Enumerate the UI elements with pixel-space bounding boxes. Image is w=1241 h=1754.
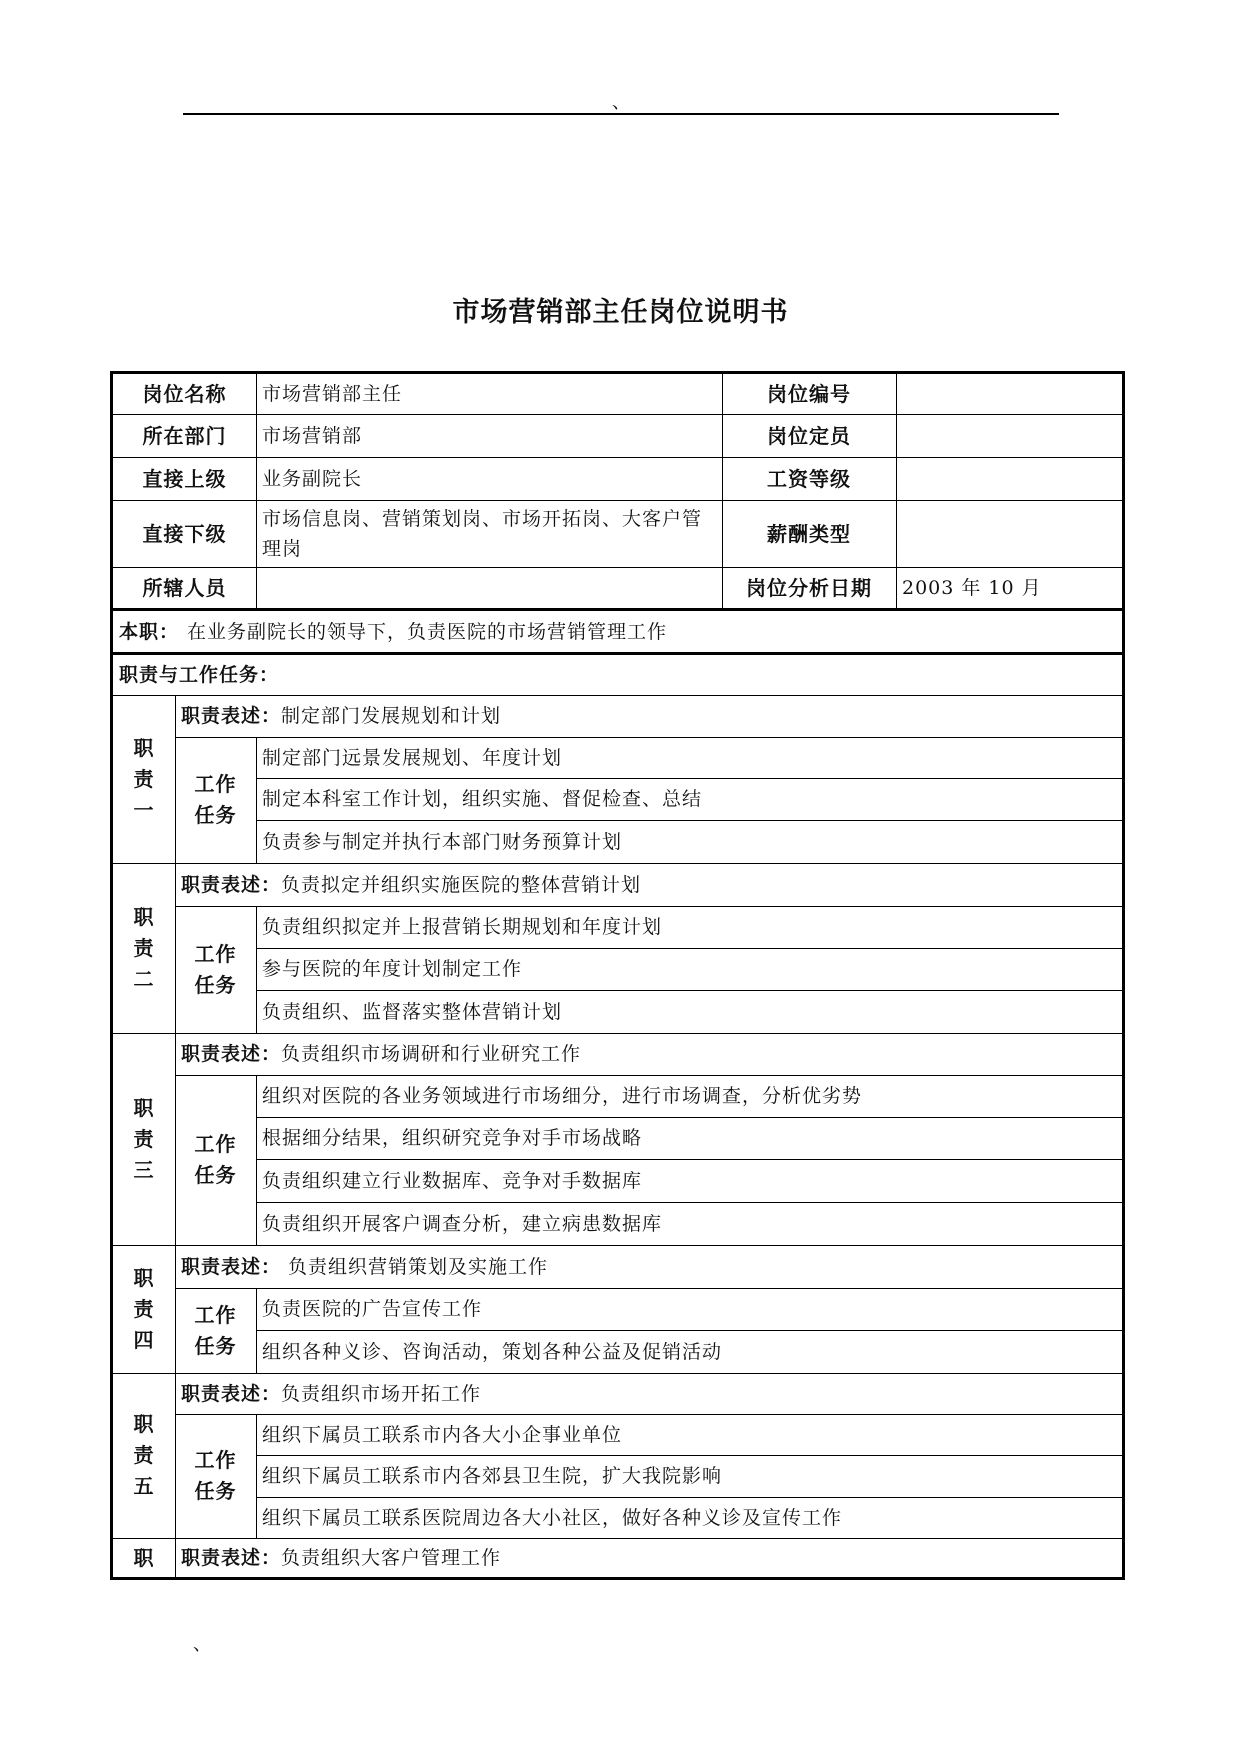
salary-grade-label: 工资等级 <box>767 466 851 491</box>
duty-2-task-label: 工作 任务 <box>194 941 237 997</box>
duty-1-label: 职 责 一 <box>133 735 155 822</box>
document-title: 市场营销部主任岗位说明书 <box>452 297 789 328</box>
duty-2-label: 职 责 二 <box>133 904 155 991</box>
duty-3-task-1: 组织对医院的各业务领域进行市场细分，进行市场调查，分析优劣势 <box>262 1085 863 1107</box>
superior-label: 直接上级 <box>142 466 227 491</box>
duty-5-task-3: 组织下属员工联系医院周边各大小社区，做好各种义诊及宣传工作 <box>262 1506 843 1529</box>
duty-5-task-1: 组织下属员工联系市内各大小企事业单位 <box>262 1423 623 1446</box>
duty-3-task-label: 工作 任务 <box>194 1132 237 1187</box>
duty-1-task-1: 制定部门远景发展规划、年度计划 <box>262 746 563 769</box>
duty-2-task-2: 参与医院的年度计划制定工作 <box>262 958 523 980</box>
duty-3-label: 职 责 三 <box>133 1095 155 1182</box>
analysis-date-label: 岗位分析日期 <box>746 575 872 600</box>
summary-row <box>113 611 1122 653</box>
position-name-label: 岗位名称 <box>142 382 227 406</box>
superior-value: 业务副院长 <box>262 467 363 490</box>
duty-2-task-1: 负责组织拟定并上报营销长期规划和年度计划 <box>262 916 663 938</box>
duty-1-task-label: 工作 任务 <box>194 772 237 827</box>
headcount-label: 岗位定员 <box>767 423 851 448</box>
pay-type-value <box>896 500 1122 567</box>
duty-3-statement: 职责表述： 负责组织市场调研和行业研究工作 <box>181 1043 582 1065</box>
staff-label: 所辖人员 <box>142 575 227 600</box>
duty-1-statement: 职责表述： 制定部门发展规划和计划 <box>181 705 502 727</box>
summary-label: 本职： <box>119 621 180 643</box>
duty-6-label: 职 <box>133 1545 155 1570</box>
duty-4-task-2: 组织各种义诊、咨询活动，策划各种公益及促销活动 <box>262 1340 723 1363</box>
header-mark: 、 <box>612 92 630 113</box>
subordinates-value: 市场信息岗、营销策划岗、市场开拓岗、大客户管理岗 <box>262 507 703 560</box>
duty-4-statement: 职责表述： 负责组织营销策划及实施工作 <box>181 1255 549 1278</box>
summary-text: 在业务副院长的领导下，负责医院的市场营销管理工作 <box>187 621 668 643</box>
duty-2-statement: 职责表述： 负责拟定并组织实施医院的整体营销计划 <box>181 873 642 896</box>
department-label: 所在部门 <box>142 423 227 448</box>
staff-value <box>256 567 722 608</box>
pay-type-label: 薪酬类型 <box>767 521 851 546</box>
duties-header: 职责与工作任务： <box>119 664 280 686</box>
duty-3-task-4: 负责组织开展客户调查分析，建立病患数据库 <box>262 1212 663 1235</box>
duty-1-task-3: 负责参与制定并执行本部门财务预算计划 <box>262 830 623 853</box>
duty-5-task-label: 工作 任务 <box>194 1448 237 1503</box>
salary-grade-value <box>896 457 1122 500</box>
duty-1-task-2: 制定本科室工作计划，组织实施、督促检查、总结 <box>262 788 703 810</box>
position-no-label: 岗位编号 <box>767 382 851 406</box>
headcount-value <box>896 414 1122 457</box>
duty-3-task-3: 负责组织建立行业数据库、竞争对手数据库 <box>262 1169 643 1192</box>
duty-3-task-2: 根据细分结果，组织研究竞争对手市场战略 <box>262 1127 643 1149</box>
duty-4-task-1: 负责医院的广告宣传工作 <box>262 1298 483 1320</box>
position-name-value: 市场营销部主任 <box>262 383 403 405</box>
duty-6-statement: 职责表述： 负责组织大客户管理工作 <box>181 1546 502 1569</box>
department-value: 市场营销部 <box>262 424 363 447</box>
footer-mark: 、 <box>193 1634 211 1655</box>
duty-5-statement: 职责表述： 负责组织市场开拓工作 <box>181 1382 482 1405</box>
duty-2-task-3: 负责组织、监督落实整体营销计划 <box>262 1000 563 1023</box>
analysis-date-value: 2003 年 10 月 <box>902 576 1042 599</box>
duty-5-task-2: 组织下属员工联系市内各郊县卫生院，扩大我院影响 <box>262 1465 723 1487</box>
position-no-value <box>896 374 1122 414</box>
duty-4-label: 职 责 四 <box>133 1265 155 1352</box>
duty-5-label: 职 责 五 <box>133 1412 155 1498</box>
header-rule <box>183 113 1059 115</box>
subordinates-label: 直接下级 <box>142 521 227 546</box>
duty-4-task-label: 工作 任务 <box>194 1302 237 1358</box>
